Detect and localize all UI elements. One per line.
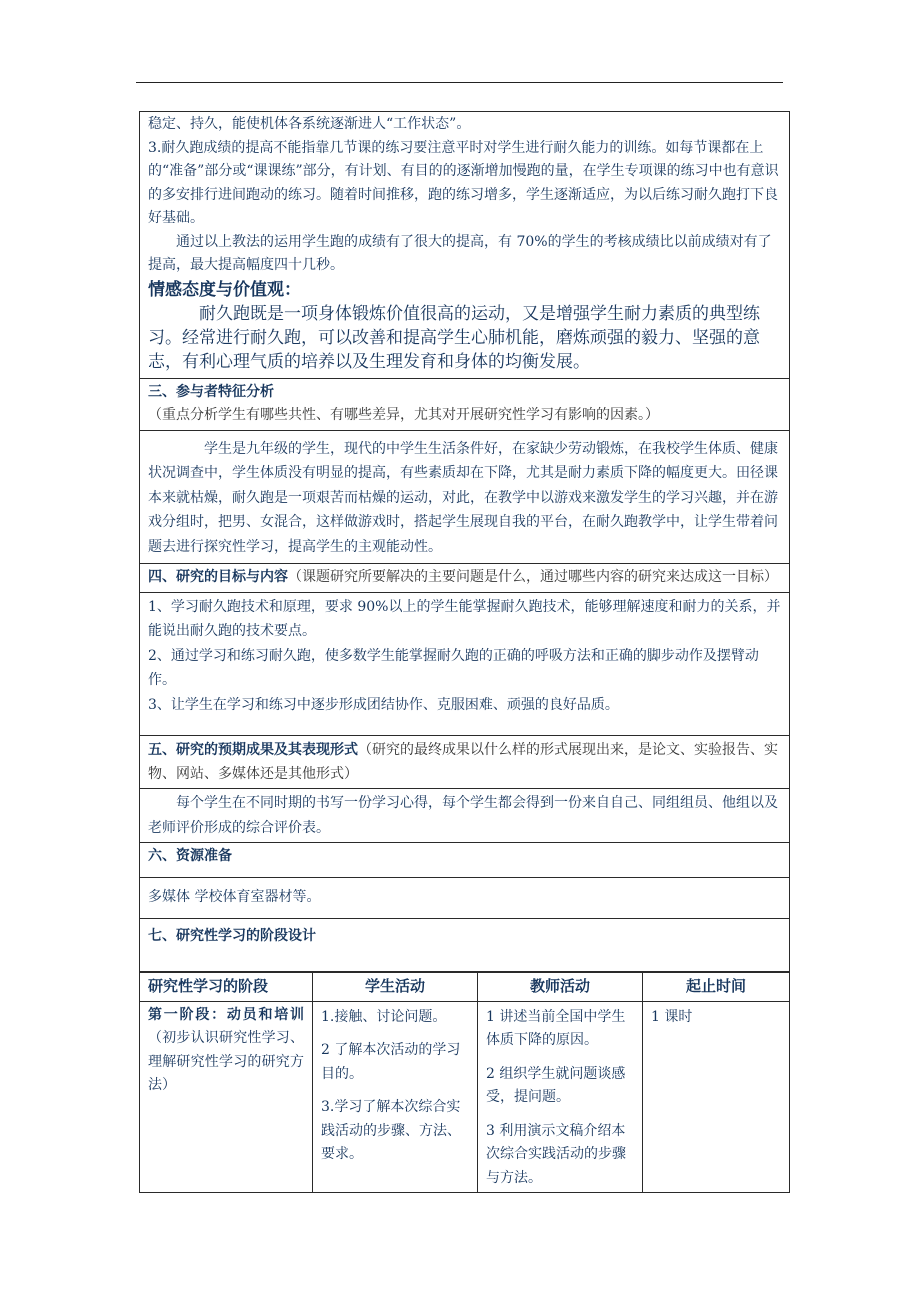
student-activity-item: 3.学习了解本次综合实践活动的步骤、方法、要求。: [321, 1099, 461, 1162]
student-activity-cell: [313, 1001, 478, 1193]
section5-header-row: [140, 736, 790, 789]
section4-header-row: [140, 564, 790, 593]
continuation-line: 稳定、持久，能使机体各系统逐渐进人“工作状态”。: [148, 116, 471, 132]
goal-item: 1、学习耐久跑技术和原理，要求 90%以上的学生能掌握耐久跑技术，能够理解速度和耐力的关系，并能说出耐久跑的技术要点。: [148, 598, 781, 639]
teacher-activity-item: 2 组织学生就问题谈感受，提问题。: [486, 1065, 626, 1105]
stage-row-1: [140, 1001, 790, 1193]
section5-hint: （研究的最终成果以什么样的形式展现出来，是论文、实验报告、实物、网站、多媒体还是其他形式）: [148, 742, 778, 782]
column-header-stage: 研究性学习的阶段: [140, 973, 313, 1002]
stage-note: （初步认识研究性学习、理解研究性学习的研究方法）: [148, 1030, 304, 1093]
section6-header-row: [140, 843, 790, 878]
section7-title: 七、研究性学习的阶段设计: [148, 928, 316, 944]
form-table: [139, 111, 789, 1193]
section4-hint: （课题研究所要解决的主要问题是什么，通过哪些内容的研究来达成这一目标）: [288, 569, 778, 585]
section3-header-row: [140, 378, 790, 430]
stage-duration: 1 课时: [651, 1008, 693, 1025]
teacher-activity-item: 1 讲述当前全国中学生体质下降的原因。: [486, 1008, 626, 1048]
column-header-student: 学生活动: [313, 973, 478, 1002]
method-item-3: 3.耐久跑成绩的提高不能指靠几节课的练习要注意平时对学生进行耐久能力的训练。如每节课都在上的“准备”部分或“课课练”部分，有计划、有目的的逐渐增加慢跑的量，在学生专项课的练习中也有意识的多安排行进间跑动的练习。随着时间推移，跑的练习增多，学生逐渐适应，为以后练习耐久跑打下良好基础。: [148, 139, 779, 226]
teacher-activity-item: 3 利用演示文稿介绍本次综合实践活动的步骤与方法。: [486, 1122, 626, 1186]
section4-body-row: [140, 592, 790, 736]
teacher-activity-cell: [478, 1001, 643, 1193]
section6-title: 六、资源准备: [148, 848, 232, 864]
section6-body-row: [140, 878, 790, 919]
column-header-time: 起止时间: [643, 973, 790, 1002]
section5-body: 每个学生在不同时期的书写一份学习心得，每个学生都会得到一份来自自己、同组组员、他组以及老师评价形成的综合评价表。: [148, 795, 778, 836]
section3-body: 学生是九年级的学生，现代的中学生生活条件好，在家缺少劳动锻炼，在我校学生体质、健康状况调查中，学生体质没有明显的提高，有些素质却在下降，尤其是耐力素质下降的幅度更大。田径课本来就枯燥，耐久跑是一项艰苦而枯燥的运动，对此，在教学中以游戏来激发学生的学习兴趣，并在游戏分组时，把男、女混合，这样做游戏时，搭起学生展现自我的平台，在耐久跑教学中，让学生带着问题去进行探究性学习，提高学生的主观能动性。: [148, 440, 778, 555]
goal-item: 2、通过学习和练习耐久跑，使多数学生能掌握耐久跑的正确的呼吸方法和正确的脚步动作及摆臂动作。: [148, 647, 759, 688]
section3-title: 三、参与者特征分析: [148, 383, 274, 400]
stage-table-header: [140, 973, 790, 1002]
column-header-teacher: 教师活动: [478, 973, 643, 1002]
stage-name-cell: [140, 1001, 313, 1193]
stage-name: 第一阶段：动员和培训: [148, 1006, 304, 1023]
student-activity-item: 2 了解本次活动的学习目的。: [321, 1042, 461, 1082]
section3-body-row: [140, 430, 790, 564]
stage-table: [139, 972, 790, 1193]
section6-body: 多媒体 学校体育室器材等。: [148, 889, 321, 905]
attitude-body: 耐久跑既是一项身体锻炼价值很高的运动，又是增强学生耐力素质的典型练习。经常进行耐久跑，可以改善和提高学生心肺机能，磨炼顽强的毅力、坚强的意志，有利心理气质的培养以及生理发育和身体的均衡发展。: [148, 303, 760, 372]
attitude-heading: 情感态度与价值观：: [148, 279, 301, 300]
section3-hint: （重点分析学生有哪些共性、有哪些差异，尤其对开展研究性学习有影响的因素。）: [148, 407, 659, 423]
header-rule: [136, 82, 783, 83]
section7-header-row: [140, 919, 790, 972]
section5-title: 五、研究的预期成果及其表现形式: [148, 742, 358, 758]
student-activity-item: 1.接触、讨论问题。: [321, 1008, 447, 1025]
section5-body-row: [140, 789, 790, 843]
result-paragraph: 通过以上教法的运用学生跑的成绩有了很大的提高，有 70%的学生的考核成绩比以前成绩对有了提高，最大提高幅度四十几秒。: [148, 233, 772, 273]
section4-title: 四、研究的目标与内容: [148, 569, 288, 585]
time-cell: [643, 1001, 790, 1193]
continuation-row: [140, 112, 790, 379]
goal-item: 3、让学生在学习和练习中逐步形成团结协作、克服困难、顽强的良好品质。: [148, 696, 619, 713]
